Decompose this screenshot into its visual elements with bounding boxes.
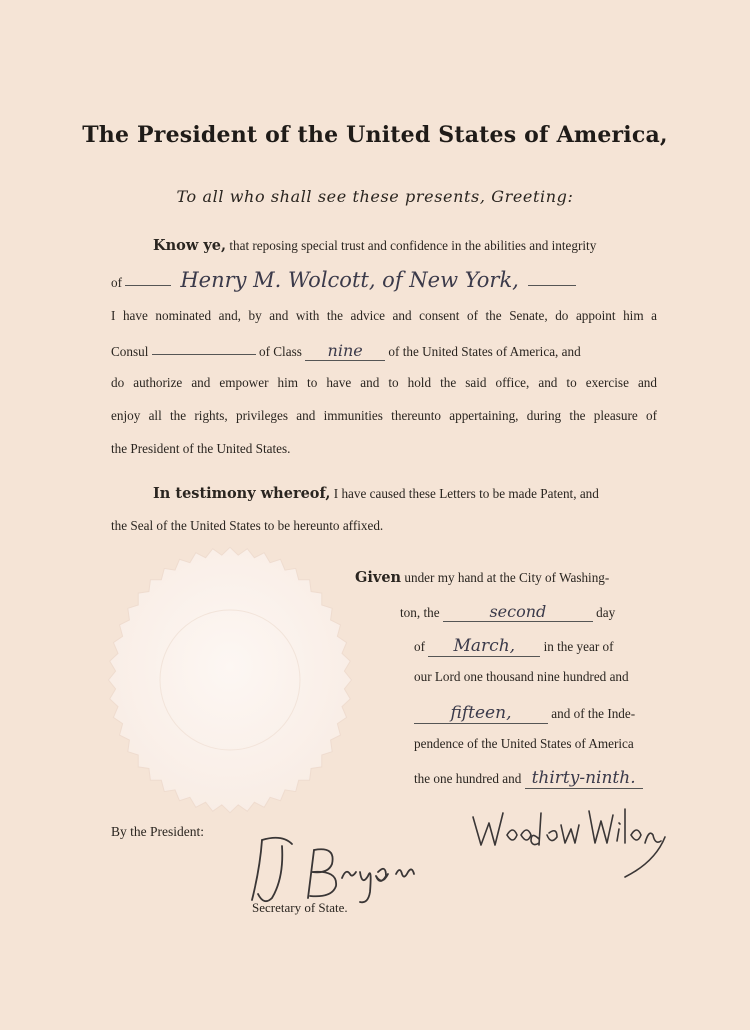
secretary-of-state: Secretary of State.: [252, 900, 348, 915]
paragraph-line-2: [111, 268, 657, 292]
of-class: of Class: [258, 344, 302, 359]
seal-affixed-line: the Seal of the United States to be hereunto affixed.: [111, 518, 384, 533]
greeting: To all who shall see these presents, Greeting:: [176, 187, 574, 206]
testimony-line: [153, 485, 657, 502]
ordinal-value: thirty-ninth.: [525, 768, 643, 789]
blank-rule: [125, 281, 171, 286]
appointee-name: Henry M. Wolcott, of New York,: [180, 268, 519, 292]
year-value: fifteen,: [414, 703, 548, 724]
independence-1: and of the Inde-: [551, 706, 636, 721]
of-word-2: of: [414, 639, 425, 654]
ton-the: ton, the: [400, 605, 440, 620]
know-ye: Know ye,: [153, 237, 227, 254]
given-line-4: our Lord one thousand nine hundred and: [414, 669, 629, 684]
paragraph-line-7: the President of the United States.: [111, 441, 291, 456]
line1-text: that reposing special trust and confidence in the abilities and integrity: [229, 238, 597, 253]
given-line-2: [400, 602, 658, 622]
line4-text: of the United States of America, and: [388, 344, 581, 359]
in-testimony: In testimony whereof,: [153, 485, 331, 502]
paragraph-line-4: [111, 341, 657, 361]
given-text: under my hand at the City of Washing-: [404, 570, 610, 585]
given-line-5: [414, 703, 658, 724]
given-line-6: pendence of the United States of America: [414, 736, 634, 751]
in-year: in the year of: [543, 639, 614, 654]
president-signature-icon: [465, 795, 670, 890]
document-title: The President of the United States of America,: [82, 122, 668, 148]
given-line-3: [414, 636, 658, 657]
blank-rule: [152, 350, 256, 355]
paragraph-line-3: I have nominated and, by and with the advice and consent of the Senate, do appoint him a: [111, 308, 657, 323]
day-word: day: [596, 605, 616, 620]
given-line-1: [355, 569, 658, 586]
paragraph-line-1: [153, 237, 657, 254]
paragraph-line-6: enjoy all the rights, privileges and immunities thereunto appertaining, during the pleasure of: [111, 408, 657, 423]
class-value: nine: [305, 341, 385, 361]
month-value: March,: [428, 636, 540, 657]
embossed-seal-icon: [105, 545, 355, 815]
hundred-text: the one hundred and: [414, 771, 522, 786]
day-value: second: [443, 602, 593, 622]
given-line-7: [414, 768, 658, 789]
of-word: of: [111, 275, 122, 290]
testimony-text: I have caused these Letters to be made Patent, and: [333, 486, 599, 501]
paragraph-line-5: do authorize and empower him to have and to hold the said office, and to exercise and: [111, 375, 657, 390]
blank-rule: [528, 281, 576, 286]
by-the-president: By the President:: [111, 824, 204, 839]
given-word: Given: [355, 569, 402, 586]
consul-word: Consul: [111, 344, 149, 359]
